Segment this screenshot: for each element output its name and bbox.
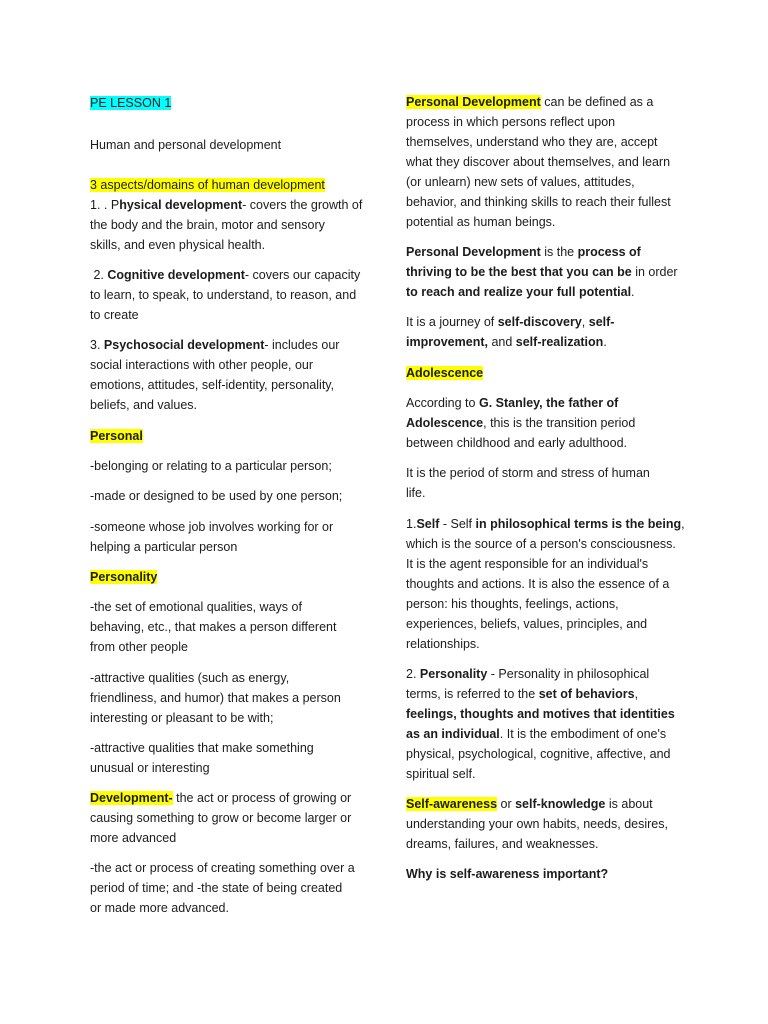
storm-statement: It is the period of storm and stress of human life. bbox=[406, 466, 650, 500]
personal-heading: Personal bbox=[90, 429, 143, 443]
why-self-awareness-heading: Why is self-awareness important? bbox=[406, 867, 609, 881]
self-definition: 1.Self - Self in philosophical terms is the being, which is the source of a person's consciousness. It is the agent responsible for an individual's thoughts and actions. It is also the essence of a person: his thoughts, feelings, actions, experiences, beliefs, values, principles, and relationships. bbox=[406, 517, 685, 651]
personality-definition: -the set of emotional qualities, ways of behaving, etc., that makes a person different from other people bbox=[90, 600, 337, 654]
development-definition: Development- the act or process of growing or causing something to grow or become larger or more advanced bbox=[90, 791, 352, 845]
development-definition: -the act or process of creating something over a period of time; and -the state of being created or made more advanced. bbox=[90, 861, 355, 915]
adolescence-heading: Adolescence bbox=[406, 366, 484, 380]
personality-philosophical-definition: 2. Personality - Personality in philosophical terms, is referred to the set of behaviors, feelings, thoughts and motives that identities as an individual. It is the embodiment of one's physical, psychological, cognitive, affective, and spiritual self. bbox=[406, 667, 675, 781]
personal-definition: -made or designed to be used by one person; bbox=[90, 489, 343, 503]
personal-development-definition: Personal Development can be defined as a process in which persons reflect upon themselves, understand who they are, accept what they discover about themselves, and learn (or unlearn) new sets of values, attitudes, behavior, and thinking skills to reach their fullest potential as human beings. bbox=[406, 95, 671, 229]
personality-definition: -attractive qualities that make something unusual or interesting bbox=[90, 741, 314, 775]
personality-definition: -attractive qualities (such as energy, friendliness, and humor) that makes a person interesting or pleasant to be with; bbox=[90, 671, 341, 725]
physical-development-item: 1. . Physical development- covers the growth of the body and the brain, motor and sensory skills, and even physical health. bbox=[90, 198, 363, 252]
personal-definition: -belonging or relating to a particular person; bbox=[90, 459, 332, 473]
lesson-title: PE LESSON 1 bbox=[90, 96, 172, 110]
personal-definition: -someone whose job involves working for or helping a particular person bbox=[90, 520, 334, 554]
lesson-subtitle: Human and personal development bbox=[90, 138, 282, 152]
journey-statement: It is a journey of self-discovery, self- improvement, and self-realization. bbox=[406, 315, 615, 349]
cognitive-development-item: 2. Cognitive development- covers our capacity to learn, to speak, to understand, to reason, and to create bbox=[90, 268, 361, 322]
psychosocial-development-item: 3. Psychosocial development- includes our social interactions with other people, our emotions, attitudes, self-identity, personality, beliefs, and values. bbox=[90, 338, 340, 412]
personality-heading: Personality bbox=[90, 570, 158, 584]
personal-development-process: Personal Development is the process of thriving to be the best that you can be in order to reach and realize your full potential. bbox=[406, 245, 678, 299]
stanley-statement: According to G. Stanley, the father of Adolescence, this is the transition period between childhood and early adulthood. bbox=[406, 396, 636, 450]
aspects-heading: 3 aspects/domains of human development bbox=[90, 178, 325, 192]
self-awareness-definition: Self-awareness or self-knowledge is about understanding your own habits, needs, desires, dreams, failures, and weaknesses. bbox=[406, 797, 668, 851]
